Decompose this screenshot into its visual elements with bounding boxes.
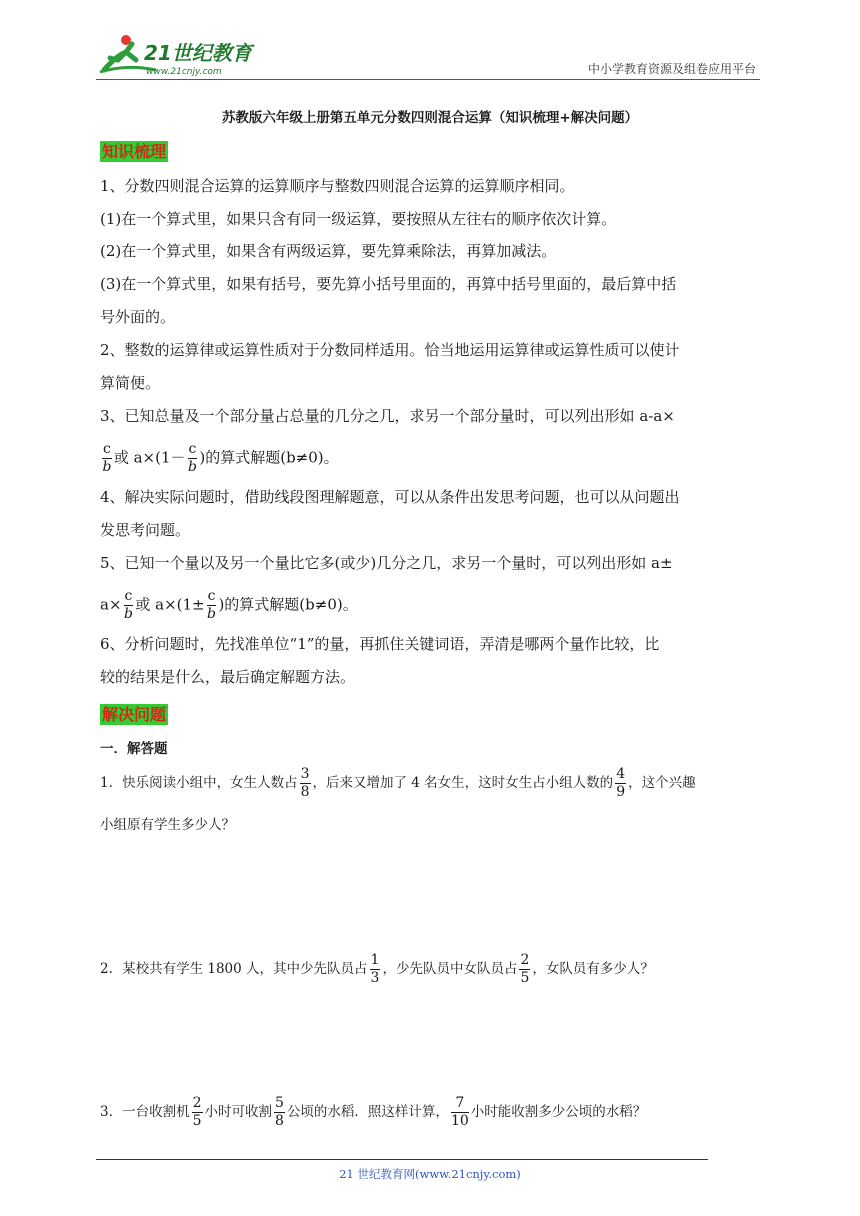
question-1-line2: 小组原有学生多少人？ — [100, 817, 235, 833]
point-1: 1、分数四则混合运算的运算顺序与整数四则混合运算的运算顺序相同。 — [100, 177, 575, 195]
fraction-7-10: $\frac{7}{10}$ — [450, 1095, 469, 1129]
fraction-c-over-b: $\frac{c}{b}$ — [187, 441, 197, 475]
fraction-c-over-b: $\frac{c}{b}$ — [123, 588, 133, 622]
document-title: 苏教版六年级上册第五单元分数四则混合运算（知识梳理+解决问题） — [221, 110, 639, 126]
footer-divider — [96, 1159, 708, 1160]
point-6-line2: 较的结果是什么，最后确定解题方法。 — [100, 668, 356, 686]
point-1-2: (2)在一个算式里，如果含有两级运算，要先算乘除法，再算加减法。 — [100, 242, 557, 260]
runner-logo-icon — [96, 30, 256, 80]
point-5-line1: 5、已知一个量以及另一个量比它多(或少)几分之几，求另一个量时，可以列出形如 a± — [100, 554, 673, 572]
question-1-line1: 1．快乐阅读小组中，女生人数占 $\frac{3}{8}$ ，后来又增加了 4 名女生，这时女生占小组人数的 $\frac{4}{9}$ ，这个兴趣 — [100, 766, 696, 800]
point-6-line1: 6、分析问题时，先找准单位“1”的量，再抓住关键词语，弄清是哪两个量作比较，比 — [100, 635, 660, 653]
subsection-title: 一．解答题 — [100, 741, 168, 757]
fraction-4-9: $\frac{4}{9}$ — [616, 766, 626, 800]
point-1-3-line2: 号外面的。 — [100, 308, 176, 326]
section-knowledge-heading — [100, 139, 168, 162]
fraction-c-over-b: $\frac{c}{b}$ — [207, 588, 217, 622]
fraction-c-over-b: $\frac{c}{b}$ — [102, 441, 112, 475]
point-3-line2: $\frac{c}{b}$ 或 a×(1－ $\frac{c}{b}$ )的算式解题(b≠0)。 — [102, 441, 339, 475]
point-4-line1: 4、解决实际问题时，借助线段图理解题意，可以从条件出发思考问题，也可以从问题出 — [100, 488, 680, 506]
header-divider — [96, 79, 760, 80]
question-2: 2．某校共有学生 1800 人，其中少先队员占 $\frac{1}{3}$ ，少先队员中女队员占 $\frac{2}{5}$ ，女队员有多少人？ — [100, 952, 654, 986]
logo-url: www.21cnjy.com — [146, 67, 222, 77]
fraction-5-8: $\frac{5}{8}$ — [275, 1095, 284, 1129]
logo-text: 21世纪教育 — [144, 41, 252, 65]
platform-name: 中小学教育资源及组卷应用平台 — [587, 62, 756, 76]
point-2-line1: 2、整数的运算律或运算性质对于分数同样适用。恰当地运用运算律或运算性质可以使计 — [100, 341, 680, 359]
section-solve-heading — [100, 702, 168, 725]
question-3: 3．一台收割机 $\frac{2}{5}$ 小时可收割 $\frac{5}{8}$ 公顷的水稻．照这样计算， $\frac{7}{10}$ 小时能收割多少公顷的水稻？ — [100, 1095, 647, 1129]
fraction-2-5: $\frac{2}{5}$ — [192, 1095, 202, 1129]
point-5-line2: a× $\frac{c}{b}$ 或 a×(1± $\frac{c}{b}$ )的算式解题(b≠0)。 — [100, 588, 358, 622]
site-logo — [96, 30, 256, 80]
point-1-1: (1)在一个算式里，如果只含有同一级运算，要按照从左往右的顺序依次计算。 — [100, 210, 617, 228]
fraction-1-3: $\frac{1}{3}$ — [370, 952, 380, 986]
point-1-3-line1: (3)在一个算式里，如果有括号，要先算小括号里面的，再算中括号里面的，最后算中括 — [100, 275, 677, 293]
fraction-2-5: $\frac{2}{5}$ — [520, 952, 530, 986]
section-knowledge-label: 知识梳理 — [102, 142, 167, 161]
point-3-line1: 3、已知总量及一个部分量占总量的几分之几，求另一个部分量时，可以列出形如 a-a× — [100, 407, 675, 425]
footer-text[interactable]: 21 世纪教育网(www.21cnjy.com) — [339, 1167, 521, 1181]
section-solve-label: 解决问题 — [102, 705, 167, 724]
point-4-line2: 发思考问题。 — [100, 521, 191, 539]
point-2-line2: 算简便。 — [100, 374, 161, 392]
fraction-3-8: $\frac{3}{8}$ — [300, 766, 310, 800]
